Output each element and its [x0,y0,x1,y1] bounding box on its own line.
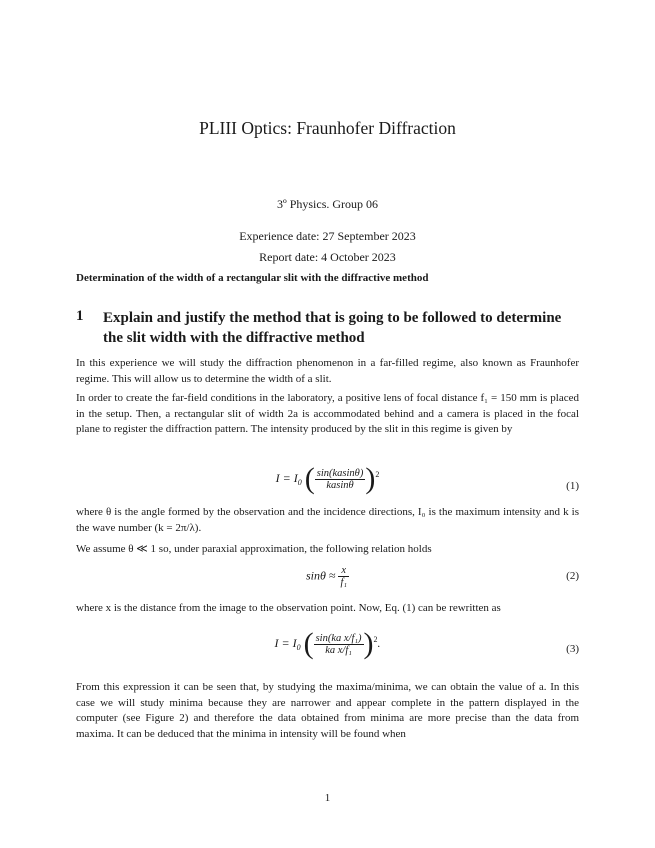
paragraph [76,542,579,558]
paragraph-text: where θ is the angle formed by the observation and the incidence directions, I₀ is the maximum intensity and k is the wave number (k = 2π/λ). [76,506,579,534]
equation-3 [0,627,655,661]
eq-numerator: x [338,565,349,577]
eq-numerator: sin(ka x/f₁) [315,632,362,644]
experience-date: Experience date: 27 September 2023 [239,229,416,243]
equation-number-1: (1) [566,480,579,492]
equation-number-3: (3) [566,643,579,655]
paragraph-text: From this expression it can be seen that, by studying the maxima/minima, we can obtain the value of a. In this case we will study minima because they are narrower and appear complete in the pattern displayed in the computer (see Figure 2) and therefore the data obtained from minima are more precise than the data from maxima. It can be deduced that the minima in intensity will be found when [76,681,579,740]
eq-denominator: ka x/f₁ [325,644,352,656]
eq-denominator: f₁ [340,577,348,588]
eq-exponent: 2 [375,469,380,479]
section-title: Explain and justify the method that is going to be followed to determine the slit width with the diffractive method [103,310,562,346]
eq-sub: 0 [297,478,302,488]
paragraph-text: We assume θ ≪ 1 so, under paraxial approximation, the following relation holds [76,543,432,555]
paragraph [76,391,579,438]
eq-fraction [314,633,364,656]
eq-exponent: 2 [373,634,378,644]
page-number: 1 [324,792,331,804]
eq-fraction [315,468,366,491]
eq-sub: 0 [296,643,301,653]
eq-denominator: kasinθ [326,479,354,491]
author-line: 3º Physics. Group 06 [276,197,379,211]
paragraph [76,356,579,387]
paragraph-text: In order to create the far-field conditions in the laboratory, a positive lens of focal distance f₁ = 150 mm is placed in the setup. Then, a rectangular slit of width 2a is accommodated behind and a camera is placed in the focal plane to register the diffraction pattern. The intensity produced by the slit in this regime is given by [76,392,579,435]
section-number: 1 [76,308,84,324]
paragraph [76,601,579,617]
eq-lhs: I = I [274,635,297,650]
eq-lhs: I = I [275,470,298,485]
right-paren: ) [363,627,374,660]
paragraph-text: where x is the distance from the image to the observation point. Now, Eq. (1) can be rewritten as [76,602,501,614]
paragraph-text: In this experience we will study the diffraction phenomenon in a far-filled regime, also known as Fraunhofer regime. This will allow us to determine the width of a slit. [76,357,579,385]
paragraph [76,505,579,536]
abstract-heading: Determination of the width of a rectangular slit with the diffractive method [76,272,429,284]
report-date: Report date: 4 October 2023 [259,250,396,264]
eq-numerator: sin(kasinθ) [316,467,364,479]
eq-lhs: sinθ ≈ [305,568,336,583]
equation-2 [0,565,655,588]
paragraph [76,680,579,742]
eq-tail: . [377,635,381,650]
equation-number-2: (2) [566,570,579,582]
left-paren: ( [303,627,314,660]
left-paren: ( [304,462,315,495]
right-paren: ) [365,462,376,495]
equation-1 [0,462,655,496]
eq-fraction [338,565,349,588]
document-title: PLIII Optics: Fraunhofer Diffraction [199,118,456,138]
